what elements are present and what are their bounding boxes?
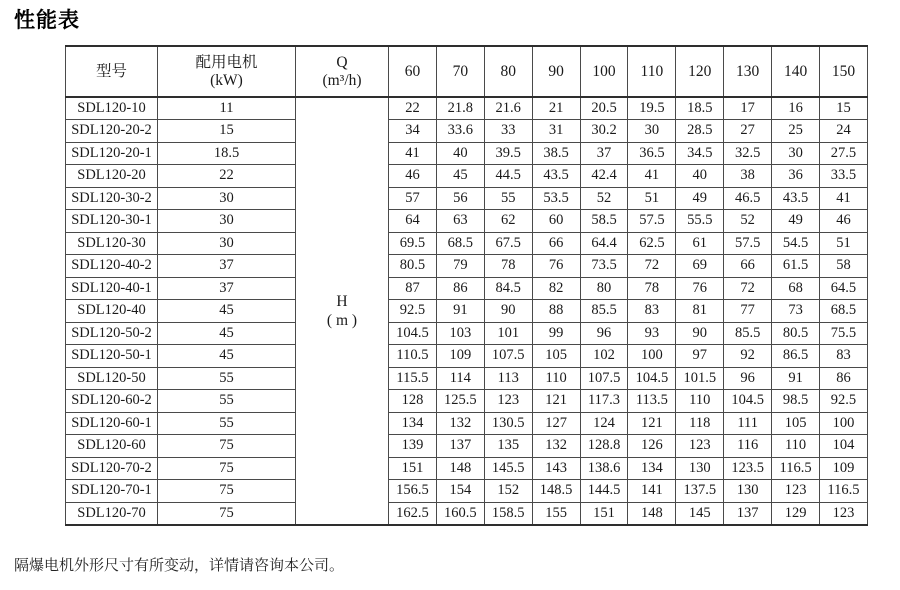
- head-value-cell: 49: [676, 187, 724, 210]
- head-value-cell: 38.5: [532, 142, 580, 165]
- head-value-cell: 141: [628, 480, 676, 503]
- head-value-cell: 104.5: [389, 322, 437, 345]
- head-value-cell: 57.5: [724, 232, 772, 255]
- head-value-cell: 21.8: [436, 97, 484, 120]
- table-row: [66, 142, 868, 165]
- model-cell: SDL120-60-2: [66, 390, 158, 413]
- head-value-cell: 155: [532, 502, 580, 525]
- head-value-cell: 100: [820, 412, 868, 435]
- motor-kw-cell: 45: [158, 345, 296, 368]
- head-value-cell: 156.5: [389, 480, 437, 503]
- col-header-flow-60: 60: [389, 46, 437, 97]
- head-value-cell: 62.5: [628, 232, 676, 255]
- motor-kw-cell: 30: [158, 210, 296, 233]
- model-cell: SDL120-50-1: [66, 345, 158, 368]
- head-value-cell: 105: [772, 412, 820, 435]
- head-value-cell: 60: [532, 210, 580, 233]
- head-value-cell: 17: [724, 97, 772, 120]
- head-value-cell: 33.5: [820, 165, 868, 188]
- head-value-cell: 64.5: [820, 277, 868, 300]
- head-value-cell: 127: [532, 412, 580, 435]
- head-value-cell: 121: [532, 390, 580, 413]
- table-row: [66, 480, 868, 503]
- head-value-cell: 145: [676, 502, 724, 525]
- head-value-cell: 148: [628, 502, 676, 525]
- head-value-cell: 134: [628, 457, 676, 480]
- footnote: 隔爆电机外形尺寸有所变动，详情请咨询本公司。: [14, 558, 345, 574]
- model-cell: SDL120-70: [66, 502, 158, 525]
- head-value-cell: 148: [436, 457, 484, 480]
- head-value-cell: 15: [820, 97, 868, 120]
- head-value-cell: 61: [676, 232, 724, 255]
- head-value-cell: 69.5: [389, 232, 437, 255]
- head-value-cell: 62: [484, 210, 532, 233]
- head-value-cell: 123: [484, 390, 532, 413]
- head-value-cell: 51: [628, 187, 676, 210]
- head-value-cell: 151: [389, 457, 437, 480]
- motor-kw-cell: 75: [158, 502, 296, 525]
- head-value-cell: 18.5: [676, 97, 724, 120]
- head-value-cell: 116.5: [772, 457, 820, 480]
- table-row: [66, 232, 868, 255]
- head-value-cell: 40: [676, 165, 724, 188]
- head-value-cell: 58.5: [580, 210, 628, 233]
- head-value-cell: 69: [676, 255, 724, 278]
- col-header-flow-130: 130: [724, 46, 772, 97]
- col-header-model: 型号: [66, 46, 158, 97]
- head-value-cell: 41: [820, 187, 868, 210]
- head-value-cell: 125.5: [436, 390, 484, 413]
- page-title: 性能表: [14, 9, 80, 32]
- head-value-cell: 105: [532, 345, 580, 368]
- motor-header-unit: (kW): [210, 71, 243, 89]
- head-value-cell: 101: [484, 322, 532, 345]
- head-value-cell: 138.6: [580, 457, 628, 480]
- head-value-cell: 137.5: [676, 480, 724, 503]
- head-value-cell: 53.5: [532, 187, 580, 210]
- head-value-cell: 49: [772, 210, 820, 233]
- head-value-cell: 37: [580, 142, 628, 165]
- head-value-cell: 77: [724, 300, 772, 323]
- model-cell: SDL120-20: [66, 165, 158, 188]
- model-cell: SDL120-70-1: [66, 480, 158, 503]
- head-value-cell: 27.5: [820, 142, 868, 165]
- head-value-cell: 58: [820, 255, 868, 278]
- col-header-flow-80: 80: [484, 46, 532, 97]
- motor-kw-cell: 55: [158, 390, 296, 413]
- head-value-cell: 43.5: [532, 165, 580, 188]
- table-row: [66, 300, 868, 323]
- model-cell: SDL120-40: [66, 300, 158, 323]
- table-row: [66, 390, 868, 413]
- head-value-cell: 109: [436, 345, 484, 368]
- head-value-cell: 118: [676, 412, 724, 435]
- table-row: [66, 345, 868, 368]
- head-value-cell: 116.5: [820, 480, 868, 503]
- motor-kw-cell: 11: [158, 97, 296, 120]
- head-value-cell: 46: [389, 165, 437, 188]
- head-value-cell: 128: [389, 390, 437, 413]
- head-value-cell: 92.5: [389, 300, 437, 323]
- table-row: [66, 97, 868, 120]
- head-value-cell: 86.5: [772, 345, 820, 368]
- table-row: [66, 457, 868, 480]
- head-value-cell: 104.5: [628, 367, 676, 390]
- table-row: [66, 412, 868, 435]
- motor-kw-cell: 37: [158, 255, 296, 278]
- head-value-cell: 101.5: [676, 367, 724, 390]
- head-value-cell: 137: [436, 435, 484, 458]
- head-value-cell: 21: [532, 97, 580, 120]
- head-value-cell: 123.5: [724, 457, 772, 480]
- model-cell: SDL120-20-1: [66, 142, 158, 165]
- head-value-cell: 31: [532, 120, 580, 143]
- head-value-cell: 85.5: [580, 300, 628, 323]
- head-value-cell: 82: [532, 277, 580, 300]
- head-value-cell: 80.5: [389, 255, 437, 278]
- head-value-cell: 98.5: [772, 390, 820, 413]
- head-value-cell: 104.5: [724, 390, 772, 413]
- head-value-cell: 81: [676, 300, 724, 323]
- head-value-cell: 154: [436, 480, 484, 503]
- head-value-cell: 160.5: [436, 502, 484, 525]
- head-value-cell: 38: [724, 165, 772, 188]
- head-value-cell: 145.5: [484, 457, 532, 480]
- q-header-symbol: Q: [336, 53, 348, 71]
- table-row: [66, 255, 868, 278]
- motor-kw-cell: 15: [158, 120, 296, 143]
- col-header-flow-70: 70: [436, 46, 484, 97]
- head-value-cell: 55.5: [676, 210, 724, 233]
- head-value-cell: 25: [772, 120, 820, 143]
- head-value-cell: 148.5: [532, 480, 580, 503]
- head-value-cell: 92: [724, 345, 772, 368]
- motor-kw-cell: 30: [158, 187, 296, 210]
- head-value-cell: 113.5: [628, 390, 676, 413]
- table-row: [66, 187, 868, 210]
- head-value-cell: 86: [820, 367, 868, 390]
- head-value-cell: 124: [580, 412, 628, 435]
- head-value-cell: 79: [436, 255, 484, 278]
- head-merged-cell: [296, 97, 389, 525]
- head-value-cell: 116: [724, 435, 772, 458]
- head-value-cell: 126: [628, 435, 676, 458]
- motor-kw-cell: 30: [158, 232, 296, 255]
- head-value-cell: 158.5: [484, 502, 532, 525]
- head-value-cell: 121: [628, 412, 676, 435]
- head-value-cell: 32.5: [724, 142, 772, 165]
- head-value-cell: 41: [389, 142, 437, 165]
- head-value-cell: 64.4: [580, 232, 628, 255]
- head-value-cell: 90: [676, 322, 724, 345]
- model-cell: SDL120-60-1: [66, 412, 158, 435]
- head-value-cell: 80: [580, 277, 628, 300]
- head-value-cell: 162.5: [389, 502, 437, 525]
- col-header-flow-140: 140: [772, 46, 820, 97]
- head-value-cell: 115.5: [389, 367, 437, 390]
- q-header-unit: (m³/h): [322, 71, 362, 89]
- head-value-cell: 76: [532, 255, 580, 278]
- model-cell: SDL120-30: [66, 232, 158, 255]
- head-value-cell: 43.5: [772, 187, 820, 210]
- head-value-cell: 102: [580, 345, 628, 368]
- model-cell: SDL120-30-1: [66, 210, 158, 233]
- head-value-cell: 30: [772, 142, 820, 165]
- table-row: [66, 210, 868, 233]
- head-value-cell: 97: [676, 345, 724, 368]
- motor-kw-cell: 45: [158, 322, 296, 345]
- header-row: [66, 46, 868, 97]
- col-header-motor: [158, 46, 296, 97]
- head-value-cell: 134: [389, 412, 437, 435]
- head-value-cell: 110: [532, 367, 580, 390]
- head-value-cell: 54.5: [772, 232, 820, 255]
- head-value-cell: 52: [724, 210, 772, 233]
- head-value-cell: 96: [580, 322, 628, 345]
- head-value-cell: 46.5: [724, 187, 772, 210]
- head-value-cell: 135: [484, 435, 532, 458]
- head-value-cell: 123: [772, 480, 820, 503]
- motor-kw-cell: 75: [158, 480, 296, 503]
- head-value-cell: 151: [580, 502, 628, 525]
- head-value-cell: 99: [532, 322, 580, 345]
- h-symbol: H: [336, 292, 348, 310]
- head-value-cell: 20.5: [580, 97, 628, 120]
- head-value-cell: 66: [724, 255, 772, 278]
- head-value-cell: 84.5: [484, 277, 532, 300]
- head-value-cell: 87: [389, 277, 437, 300]
- head-value-cell: 104: [820, 435, 868, 458]
- model-cell: SDL120-40-2: [66, 255, 158, 278]
- motor-kw-cell: 18.5: [158, 142, 296, 165]
- table-row: [66, 120, 868, 143]
- table-row: [66, 322, 868, 345]
- table-row: [66, 435, 868, 458]
- head-value-cell: 152: [484, 480, 532, 503]
- head-value-cell: 100: [628, 345, 676, 368]
- head-value-cell: 130: [676, 457, 724, 480]
- head-value-cell: 123: [820, 502, 868, 525]
- head-value-cell: 75.5: [820, 322, 868, 345]
- motor-kw-cell: 37: [158, 277, 296, 300]
- head-value-cell: 46: [820, 210, 868, 233]
- head-value-cell: 68.5: [820, 300, 868, 323]
- head-value-cell: 80.5: [772, 322, 820, 345]
- head-value-cell: 57: [389, 187, 437, 210]
- head-value-cell: 66: [532, 232, 580, 255]
- head-value-cell: 52: [580, 187, 628, 210]
- head-value-cell: 30: [628, 120, 676, 143]
- col-header-flow-120: 120: [676, 46, 724, 97]
- head-value-cell: 63: [436, 210, 484, 233]
- model-cell: SDL120-50-2: [66, 322, 158, 345]
- head-value-cell: 96: [724, 367, 772, 390]
- head-value-cell: 103: [436, 322, 484, 345]
- head-value-cell: 83: [820, 345, 868, 368]
- head-value-cell: 107.5: [580, 367, 628, 390]
- head-value-cell: 19.5: [628, 97, 676, 120]
- head-value-cell: 36: [772, 165, 820, 188]
- table-row: [66, 367, 868, 390]
- motor-kw-cell: 75: [158, 457, 296, 480]
- head-value-cell: 86: [436, 277, 484, 300]
- head-value-cell: 130: [724, 480, 772, 503]
- model-cell: SDL120-30-2: [66, 187, 158, 210]
- head-value-cell: 132: [532, 435, 580, 458]
- model-cell: SDL120-50: [66, 367, 158, 390]
- motor-kw-cell: 55: [158, 367, 296, 390]
- head-value-cell: 67.5: [484, 232, 532, 255]
- head-value-cell: 92.5: [820, 390, 868, 413]
- head-value-cell: 139: [389, 435, 437, 458]
- head-value-cell: 109: [820, 457, 868, 480]
- motor-kw-cell: 55: [158, 412, 296, 435]
- head-value-cell: 51: [820, 232, 868, 255]
- head-value-cell: 107.5: [484, 345, 532, 368]
- head-value-cell: 57.5: [628, 210, 676, 233]
- motor-kw-cell: 75: [158, 435, 296, 458]
- head-value-cell: 33: [484, 120, 532, 143]
- head-value-cell: 44.5: [484, 165, 532, 188]
- head-value-cell: 68: [772, 277, 820, 300]
- head-value-cell: 24: [820, 120, 868, 143]
- model-cell: SDL120-40-1: [66, 277, 158, 300]
- head-value-cell: 78: [628, 277, 676, 300]
- head-value-cell: 33.6: [436, 120, 484, 143]
- head-value-cell: 41: [628, 165, 676, 188]
- head-value-cell: 40: [436, 142, 484, 165]
- head-value-cell: 85.5: [724, 322, 772, 345]
- head-value-cell: 91: [436, 300, 484, 323]
- head-value-cell: 72: [724, 277, 772, 300]
- col-header-flow-90: 90: [532, 46, 580, 97]
- head-value-cell: 78: [484, 255, 532, 278]
- head-value-cell: 137: [724, 502, 772, 525]
- model-cell: SDL120-60: [66, 435, 158, 458]
- head-value-cell: 36.5: [628, 142, 676, 165]
- head-value-cell: 68.5: [436, 232, 484, 255]
- head-value-cell: 83: [628, 300, 676, 323]
- head-value-cell: 27: [724, 120, 772, 143]
- head-value-cell: 110: [676, 390, 724, 413]
- head-value-cell: 130.5: [484, 412, 532, 435]
- head-value-cell: 73: [772, 300, 820, 323]
- table-row: [66, 502, 868, 525]
- table-row: [66, 165, 868, 188]
- head-value-cell: 111: [724, 412, 772, 435]
- col-header-flow-100: 100: [580, 46, 628, 97]
- head-value-cell: 110: [772, 435, 820, 458]
- head-value-cell: 143: [532, 457, 580, 480]
- head-value-cell: 117.3: [580, 390, 628, 413]
- head-value-cell: 16: [772, 97, 820, 120]
- table-row: [66, 277, 868, 300]
- head-value-cell: 144.5: [580, 480, 628, 503]
- head-value-cell: 129: [772, 502, 820, 525]
- head-value-cell: 132: [436, 412, 484, 435]
- head-value-cell: 34.5: [676, 142, 724, 165]
- motor-header-name: 配用电机: [195, 53, 258, 71]
- col-header-flow-110: 110: [628, 46, 676, 97]
- h-unit: ( m ): [326, 311, 358, 329]
- head-value-cell: 110.5: [389, 345, 437, 368]
- motor-kw-cell: 22: [158, 165, 296, 188]
- model-cell: SDL120-20-2: [66, 120, 158, 143]
- head-value-cell: 76: [676, 277, 724, 300]
- model-cell: SDL120-10: [66, 97, 158, 120]
- head-value-cell: 22: [389, 97, 437, 120]
- head-value-cell: 113: [484, 367, 532, 390]
- head-value-cell: 90: [484, 300, 532, 323]
- head-value-cell: 42.4: [580, 165, 628, 188]
- head-value-cell: 72: [628, 255, 676, 278]
- head-value-cell: 123: [676, 435, 724, 458]
- head-value-cell: 114: [436, 367, 484, 390]
- head-value-cell: 93: [628, 322, 676, 345]
- head-value-cell: 64: [389, 210, 437, 233]
- head-value-cell: 61.5: [772, 255, 820, 278]
- head-value-cell: 34: [389, 120, 437, 143]
- model-cell: SDL120-70-2: [66, 457, 158, 480]
- performance-table: [65, 45, 868, 526]
- col-header-flow-q: [296, 46, 389, 97]
- head-value-cell: 30.2: [580, 120, 628, 143]
- head-value-cell: 73.5: [580, 255, 628, 278]
- head-value-cell: 56: [436, 187, 484, 210]
- motor-kw-cell: 45: [158, 300, 296, 323]
- head-value-cell: 88: [532, 300, 580, 323]
- head-value-cell: 55: [484, 187, 532, 210]
- head-value-cell: 91: [772, 367, 820, 390]
- head-value-cell: 28.5: [676, 120, 724, 143]
- head-value-cell: 45: [436, 165, 484, 188]
- head-value-cell: 39.5: [484, 142, 532, 165]
- head-value-cell: 128.8: [580, 435, 628, 458]
- head-value-cell: 21.6: [484, 97, 532, 120]
- col-header-flow-150: 150: [820, 46, 868, 97]
